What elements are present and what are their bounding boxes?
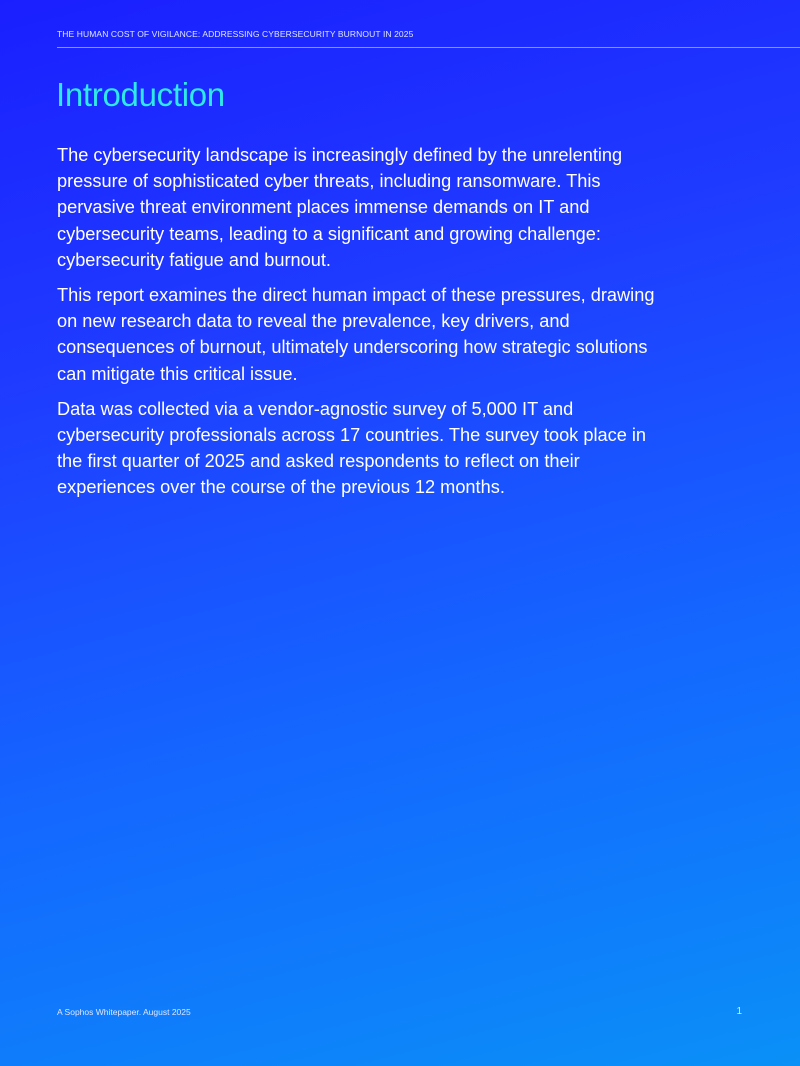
section-heading: Introduction (56, 76, 225, 113)
paragraph-3: Data was collected via a vendor-agnostic survey of 5,000 IT and cybersecurity professionals across 17 countries. The survey took place in the first quarter of 2025 and asked respondents to reflect on their experiences over the course of the previous 12 months. (57, 398, 647, 498)
paragraph-1: The cybersecurity landscape is increasingly defined by the unrelenting pressure of sophisticated cyber threats, including ransomware. This pervasive threat environment places immense demands on IT and cybersecurity teams, leading to a significant and growing challenge: cybersecurity fatigue and burnout. (57, 145, 623, 270)
running-header: THE HUMAN COST OF VIGILANCE: ADDRESSING CYBERSECURITY BURNOUT IN 2025 (57, 29, 414, 39)
body-text (57, 142, 657, 510)
page-number: 1 (736, 1006, 742, 1017)
paragraph-2: This report examines the direct human impact of these pressures, drawing on new research data to reveal the prevalence, key drivers, and consequences of burnout, ultimately underscoring how strategic solutions can mitigate this critical issue. (57, 285, 655, 384)
footer-publication: A Sophos Whitepaper. August 2025 (57, 1007, 191, 1017)
header-divider (57, 47, 800, 48)
